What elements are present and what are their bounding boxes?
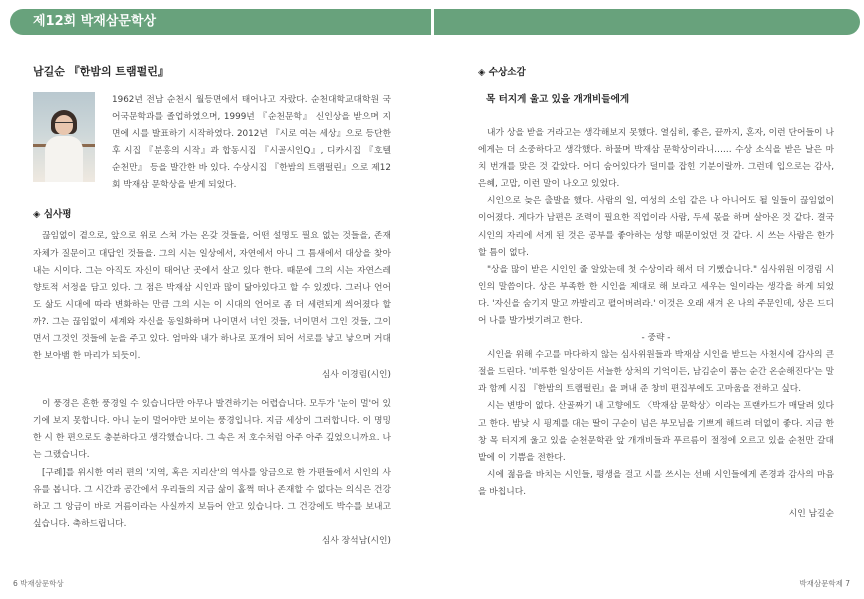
award-speech-heading: ◈ 수상소감	[478, 67, 526, 78]
speech-paragraph-4: 시인을 위해 수고를 마다하지 않는 심사위원들과 박재삼 시인을 받드는 사천시에 감사의 큰절을 드린다. '비루한 일상이든 서늘한 상처의 기억이든, 남김순이 품는 순간 온순해진다'는 말과 함께 시집 『한밤의 트램펄린』을 펴내 준 창비 편집부에도 고마움을 전하고 싶다.	[478, 350, 834, 395]
review-heading: ◈ 심사평	[33, 209, 72, 221]
review-paragraph-2b: [구례]를 위시한 여러 편의 '지역, 혹은 지리산'의 역사를 앙금으로 한 가편들에서 시인의 사유를 봅니다. 그 시간과 공간에서 우리들의 지금 삶이 홀쩍 떠나 존재할 수 없다는 의식은 건강하고 그 앙금이 바로 거름이라는 사실까지 보듬어 안고 있습니다. 그 건강에도 박수를 보내고 싶습니다. 축하드립니다.	[33, 467, 391, 529]
reviewer-signature-1: 심사 이경림(시인)	[321, 370, 391, 381]
footer-page-right: 박재삼문학제 7	[799, 579, 850, 588]
speech-paragraph-6: 시에 젊음을 바치는 시인들, 평생을 걸고 시를 쓰시는 선배 시인들에게 존경과 감사의 마음을 바칩니다.	[478, 469, 834, 497]
poet-signature: 시인 남길순	[788, 508, 834, 519]
omission-marker: - 중략 -	[641, 333, 671, 344]
review-paragraph-1: 끊임없이 곁으로, 앞으로 위로 스쳐 가는 온갖 것들을, 어떤 설명도 필요 없는 것들을, 존재 자체가 질문이고 대답인 것들을. 그의 시는 일상에서, 자연에서 아니 그 틈새에서 대상을 찾아내는 시이다. 그는 아직도 자신이 태어난 곳에서 살고 있다 한다. 때문에 그의 시는 자연스레 향토적 서정을 담고 있다. 그 점은 박재삼 시인과 많이 닮아있다고 할 수 있겠다. 그러나 언어도 삶도 시대에 따라 변화하는 만큼 그의 시는 이 시대의 언어로 좀 더 세련되게 씌어졌다 할까?. 그는 끊임없이 세계와 자신을 동일화하며 나이면서 너인 것들, 너이면서 그인 것들, 그이면서 그것인 것들에 눈을 주고 있다. 엄마와 내가 하나로 포개어 되어 서로를 낳고 낳으며 거대한 보아뱀 한 마리가 되듯이.	[33, 231, 391, 362]
page-title: 제12회 박재삼문학상	[33, 14, 157, 29]
author-bio	[33, 92, 391, 193]
left-column	[33, 64, 391, 550]
speech-paragraph-1: 내가 상을 받을 거라고는 생각해보지 못했다. 열심히, 좋은, 끝까지, 혼자, 이런 단어들이 나에게는 더 소중하다고 생각했다. 하물며 박재삼 문학상이라니…… 수상 소식을 받은 날은 마치 번개를 맞은 것 같았다. 어디 숨어있다가 덜미를 잡힌 기분이랄까. 그런데 입으로는 감사, 은혜, 고맙, 이런 말이 나오고 있었다.	[478, 128, 834, 190]
reviewer-signature-2: 심사 장석남(시인)	[321, 535, 391, 546]
award-speech-subtitle: 목 터지게 울고 있을 개개비들에게	[486, 94, 630, 105]
author-title: 남길순 『한밤의 트램펄린』	[33, 65, 169, 78]
speech-paragraph-3: "상을 많이 받은 시인인 줄 알았는데 첫 수상이라 해서 더 기뻤습니다." 심사위원 이경림 시인의 말씀이다. 상은 부족한 한 시인을 제대로 해 보라고 세우는 일이라는 생각을 하게 되었다. '자신을 숨기지 말고 까발리고 펼어버려라.' 이것은 오래 새겨 온 나의 주문인데, 상은 드디어 나를 발가벗기려고 한다.	[478, 264, 834, 327]
speech-paragraph-5: 시는 변방이 없다. 산골짜기 내 고향에도 〈박재삼 문학상〉이라는 프랜카드가 매달려 있다고 한다. 밤낮 시 핑계를 대는 딸이 구순이 넘은 부모님을 기쁘게 해드려 더없이 좋다. 지금 한창 목 터지게 울고 있을 순천문학관 앞 개개비들과 푸르름이 절정에 오르고 있을 순천만 갈대밭에 이 기쁨을 전한다.	[478, 401, 834, 463]
right-column	[478, 64, 834, 523]
author-bio-text: 1962년 전남 순천시 월등면에서 태어나고 자랐다. 순천대학교대학원 국어국문학과를 졸업하였으며, 1999년 『순천문학』 신인상을 받으며 지면에 시를 발표하기 시작하였다. 2012년 『시로 여는 세상』으로 등단한 후 시집 『분홍의 시작』과 합동시집 『시골시인Q』, 디카시집 『호텔 순천만』 등을 발간한 바 있다. 수상시집 『한밤의 트램펄린』으로 제12회 박재삼 문학상을 받게 되었다.	[112, 95, 391, 190]
speech-paragraph-2: 시인으로 늦은 출발을 했다. 사람의 일, 여성의 소임 같은 나 아니어도 될 일들이 끊임없이 이어졌다. 게다가 남편은 조력이 필요한 직업이라 사람, 두세 몫을 하며 살아온 것 같다. 결국 시인의 자리에 서게 된 것은 공부를 좋아하는 성향 때문이었던 것 같다. 시 쓰는 사람은 한가할 틈이 없다.	[478, 196, 834, 258]
header-divider	[431, 9, 434, 35]
footer-page-left: 6 박재삼문학상	[13, 579, 64, 588]
review-paragraph-2a: 이 풍경은 흔한 풍경일 수 있습니다만 아무나 발견하기는 어렵습니다. 모두가 '눈이 멀'어 있기에 보지 못합니다. 아니 눈이 멀어야만 보이는 풍경입니다. 지금 세상이 그러합니다. 이 명밍한 시 한 편으로도 충분하다고 생각했습니다. 그 속은 저 호수처럼 아주 아주 깊었으니까요. 나는 그랬습니다.	[33, 399, 391, 461]
author-photo	[33, 92, 95, 182]
